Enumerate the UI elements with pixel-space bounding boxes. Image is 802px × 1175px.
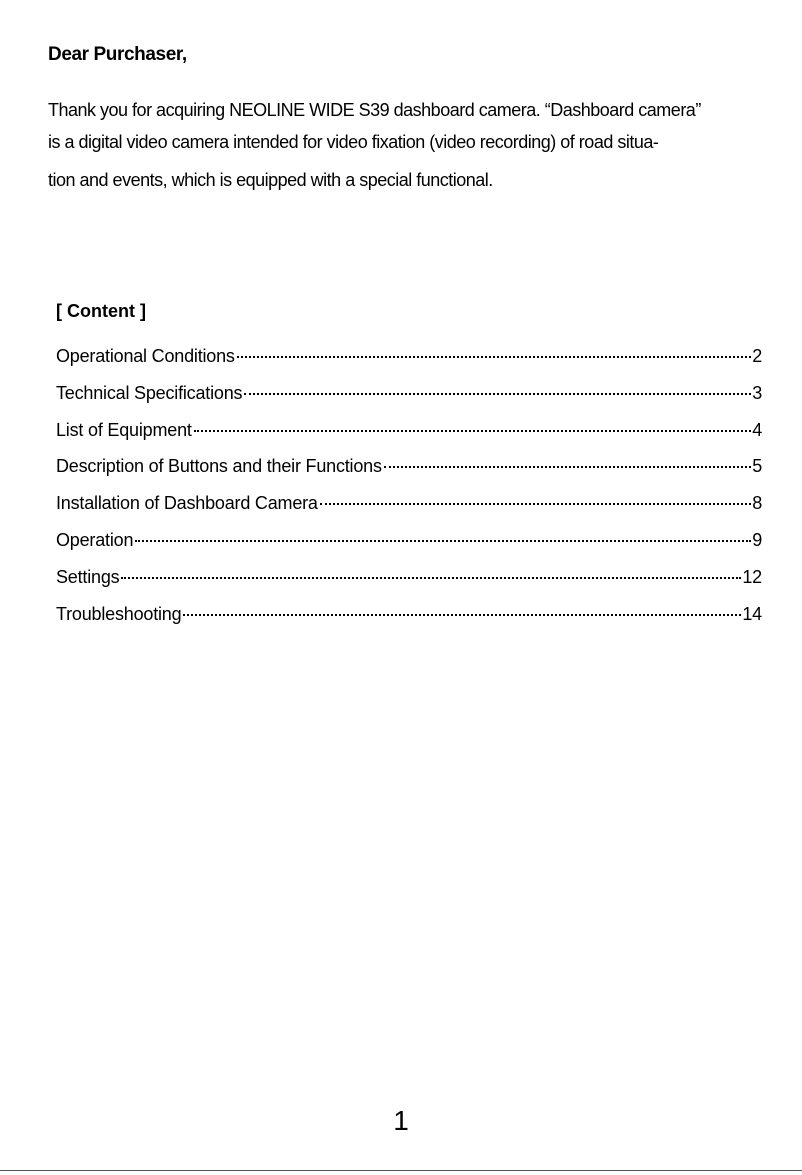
toc-item-page: 14 — [742, 603, 762, 624]
toc-item-troubleshooting[interactable] — [56, 604, 762, 641]
toc-item-title: Troubleshooting — [56, 603, 182, 624]
greeting-heading: Dear Purchaser, — [48, 44, 187, 65]
toc-item-operational-conditions[interactable] — [56, 346, 762, 383]
page-bottom-divider — [0, 1170, 802, 1171]
page-number: 1 — [393, 1105, 409, 1136]
toc-dot-leader — [237, 356, 751, 358]
toc-item-page: 2 — [752, 346, 762, 366]
intro-paragraph — [48, 100, 748, 200]
toc-item-list-of-equipment[interactable] — [56, 420, 762, 457]
toc-dot-leader — [194, 430, 752, 432]
toc-item-page: 9 — [752, 529, 762, 550]
toc-item-installation[interactable] — [56, 493, 762, 530]
toc-dot-leader — [135, 540, 751, 542]
toc-item-settings[interactable] — [56, 567, 762, 604]
toc-dot-leader — [183, 614, 741, 616]
toc-item-page: 3 — [752, 382, 762, 403]
toc-item-title: Description of Buttons and their Functions — [56, 456, 382, 477]
toc-dot-leader — [121, 577, 741, 579]
intro-line: is a digital video camera intended for video fixation (video recording) of road situa- — [48, 132, 659, 152]
toc-item-page: 5 — [752, 456, 762, 477]
table-of-contents — [56, 346, 762, 640]
toc-heading: [ Content ] — [56, 301, 146, 321]
toc-item-page: 8 — [752, 493, 762, 514]
intro-line: Thank you for acquiring NEOLINE WIDE S39 dashboard camera. “Dashboard camera” — [48, 100, 701, 120]
toc-item-page: 12 — [742, 566, 762, 587]
toc-item-title: Operational Conditions — [56, 346, 235, 366]
toc-dot-leader — [384, 466, 751, 468]
toc-dot-leader — [320, 503, 751, 505]
toc-item-technical-specifications[interactable] — [56, 383, 762, 420]
toc-item-title: Operation — [56, 529, 134, 550]
toc-item-title: Settings — [56, 566, 120, 587]
toc-item-title: List of Equipment — [56, 419, 192, 440]
toc-item-title: Technical Specifications — [56, 382, 243, 403]
toc-item-title: Installation of Dashboard Camera — [56, 493, 318, 514]
toc-item-buttons-description[interactable] — [56, 456, 762, 493]
toc-item-page: 4 — [752, 419, 762, 440]
intro-line: tion and events, which is equipped with a special functional. — [48, 170, 493, 190]
toc-dot-leader — [244, 393, 751, 395]
toc-item-operation[interactable] — [56, 530, 762, 567]
